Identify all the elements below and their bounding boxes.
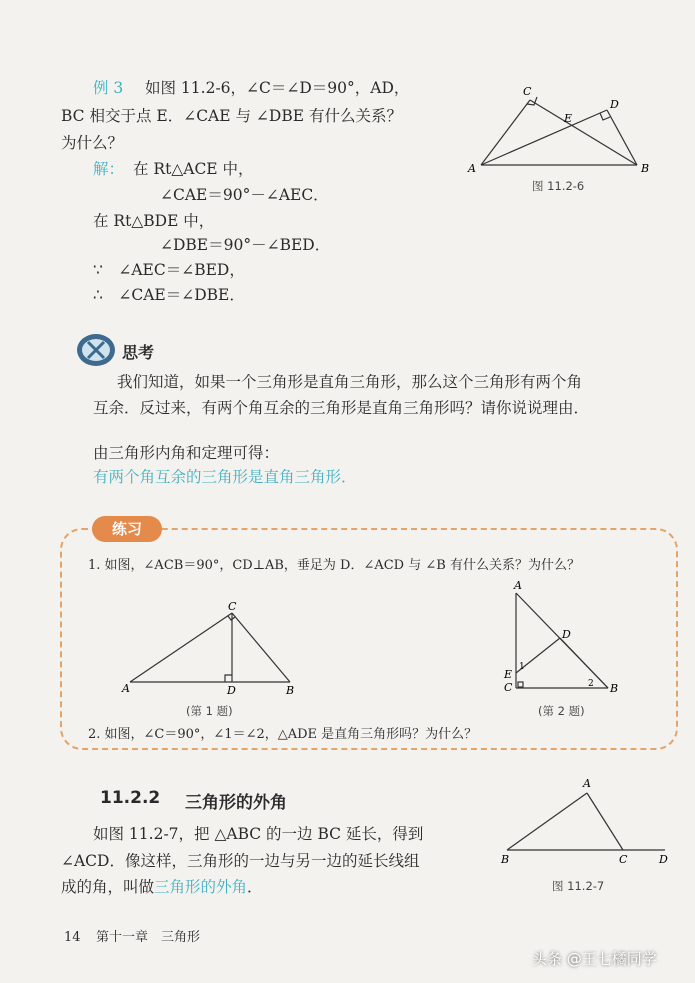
fig1-label-d: D bbox=[227, 684, 236, 697]
section-paragraph-1: 如图 11.2-7，把 △ABC 的一边 BC 延长，得到 bbox=[93, 825, 424, 843]
fig6-label-d: D bbox=[610, 98, 619, 111]
fig6-label-e: E bbox=[564, 112, 573, 125]
fig6-label-b: B bbox=[641, 162, 650, 175]
solution-line-5: ∵ ∠AEC＝∠BED， bbox=[93, 261, 245, 279]
practice-figure-2 bbox=[500, 578, 625, 696]
solution-line-1: 在 Rt△ACE 中， bbox=[133, 160, 254, 178]
fig6-label-a: A bbox=[468, 162, 476, 175]
think-icon bbox=[75, 330, 117, 368]
think-conclusion: 有两个角互余的三角形是直角三角形． bbox=[93, 468, 357, 486]
section-title: 三角形的外角 bbox=[185, 793, 287, 813]
fig1-label-c: C bbox=[228, 600, 237, 613]
think-paragraph-2: 互余．反过来，有两个角互余的三角形是直角三角形吗？请你说说理由． bbox=[93, 399, 590, 417]
example-label: 例 3 bbox=[93, 79, 124, 97]
section-paragraph-2: ∠ACD．像这样，三角形的一边与另一边的延长线组 bbox=[61, 852, 420, 870]
figure-11-2-7-caption: 图 11.2-7 bbox=[552, 879, 605, 893]
figure-11-2-6-caption: 图 11.2-6 bbox=[532, 179, 585, 193]
fig2-label-e: E bbox=[504, 668, 513, 681]
fig2-label-b: B bbox=[610, 682, 619, 695]
fig6-label-c: C bbox=[523, 85, 532, 98]
page-number: 14 bbox=[64, 930, 81, 945]
practice-question-1: 1. 如图，∠ACB＝90°，CD⊥AB，垂足为 D．∠ACD 与 ∠B 有什么关系？为什么？ bbox=[88, 558, 580, 573]
watermark: 头条 @王七橘同学 bbox=[532, 950, 657, 968]
solution-line-6: ∴ ∠CAE＝∠DBE． bbox=[93, 286, 245, 304]
example-line-3: 为什么？ bbox=[61, 134, 124, 152]
fig2-angle-2: 2 bbox=[588, 679, 594, 689]
solution-line-3: 在 Rt△BDE 中， bbox=[93, 212, 215, 230]
section-paragraph-3: 成的角，叫做三角形的外角． bbox=[61, 878, 263, 896]
example-line-1: 如图 11.2-6，∠C＝∠D＝90°，AD， bbox=[145, 79, 410, 97]
fig2-label-d: D bbox=[562, 628, 571, 641]
practice-figure-1-caption: (第 1 题) bbox=[186, 704, 233, 718]
solution-line-2: ∠CAE＝90°－∠AEC． bbox=[160, 186, 329, 204]
fig2-label-a: A bbox=[514, 579, 522, 592]
fig1-label-b: B bbox=[286, 684, 295, 697]
think-title: 思考 bbox=[122, 343, 155, 362]
solution-label: 解： bbox=[93, 160, 125, 178]
fig7-label-c: C bbox=[619, 853, 628, 866]
figure-11-2-7 bbox=[495, 775, 680, 875]
practice-figure-2-caption: (第 2 题) bbox=[538, 704, 585, 718]
think-paragraph-1: 我们知道，如果一个三角形是直角三角形，那么这个三角形有两个角 bbox=[117, 373, 583, 391]
exterior-angle-term: 三角形的外角 bbox=[154, 878, 248, 896]
example-line-2: BC 相交于点 E．∠CAE 与 ∠DBE 有什么关系？ bbox=[61, 107, 402, 125]
section-number: 11.2.2 bbox=[100, 788, 161, 808]
practice-tag: 练习 bbox=[92, 516, 162, 542]
fig2-label-c: C bbox=[504, 681, 513, 694]
fig1-label-a: A bbox=[122, 682, 130, 695]
solution-line-4: ∠DBE＝90°－∠BED． bbox=[160, 236, 331, 254]
think-paragraph-3: 由三角形内角和定理可得： bbox=[93, 444, 280, 462]
practice-figure-1 bbox=[120, 598, 305, 698]
fig2-angle-1: 1 bbox=[519, 662, 525, 672]
practice-question-2: 2. 如图，∠C＝90°，∠1＝∠2，△ADE 是直角三角形吗？为什么？ bbox=[88, 727, 478, 742]
fig7-label-a: A bbox=[583, 777, 591, 790]
fig7-label-d: D bbox=[659, 853, 668, 866]
chapter-title: 第十一章 三角形 bbox=[96, 930, 201, 945]
fig7-label-b: B bbox=[501, 853, 510, 866]
